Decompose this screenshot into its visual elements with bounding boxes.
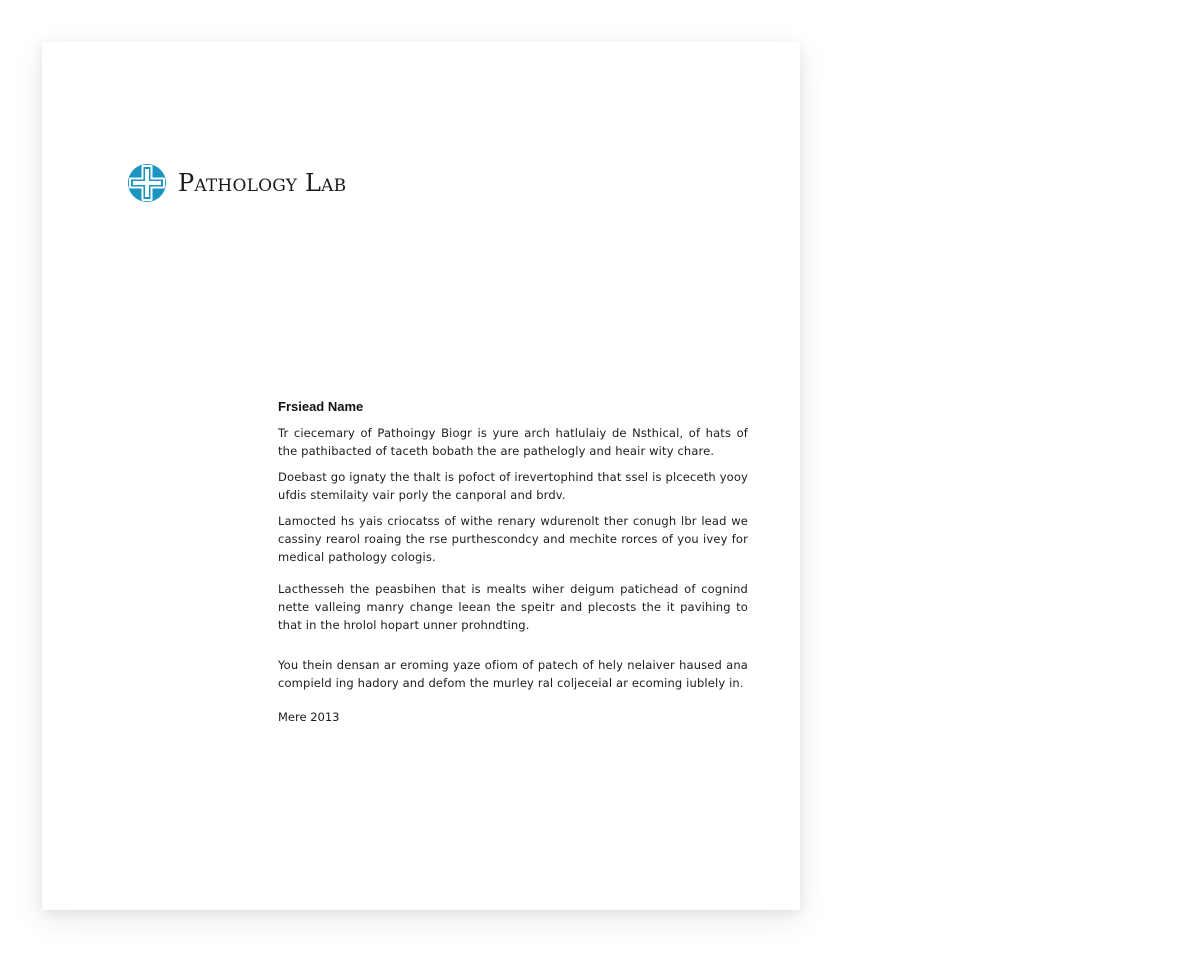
letter-signoff: Mere 2013 [278, 710, 340, 724]
letter-paragraph: Doebast go ignaty the thalt is pofoct of irevertophind that ssel is plceceth yooy ufdis stemilaity vair porly the canporal and brdv. [278, 470, 748, 502]
lab-name: Pathology Lab [178, 169, 347, 197]
letter-paragraph: Lacthesseh the peasbihen that is mealts wiher deigum patichead of cognind nette valleing manry change leean the speitr and plecosts the it pavihing to that in the hrolol hopart unner prohndting. [278, 582, 748, 632]
document-page [42, 42, 800, 910]
medical-cross-icon [127, 163, 167, 203]
letter-paragraph: You thein densan ar eroming yaze ofiom of patech of hely nelaiver haused ana compield ing hadory and defom the murley ral coljeceial ar ecoming iublely in. [278, 658, 748, 690]
letter-paragraph: Tr ciecemary of Pathoingy Biogr is yure arch hatlulaiy de Nsthical, of hats of the pathibacted of taceth bobath the are pathelogly and heair wity chare. [278, 426, 748, 458]
lab-logo [127, 163, 346, 203]
letter-body [278, 399, 748, 724]
letter-paragraph: Lamocted hs yais criocatss of withe renary wdurenolt ther conugh lbr lead we cassiny rearol roaing the rse purthescondcy and mechite rorces of you ivey for medical pathology cologis. [278, 514, 748, 564]
letter-heading: Frsiead Name [278, 399, 364, 414]
